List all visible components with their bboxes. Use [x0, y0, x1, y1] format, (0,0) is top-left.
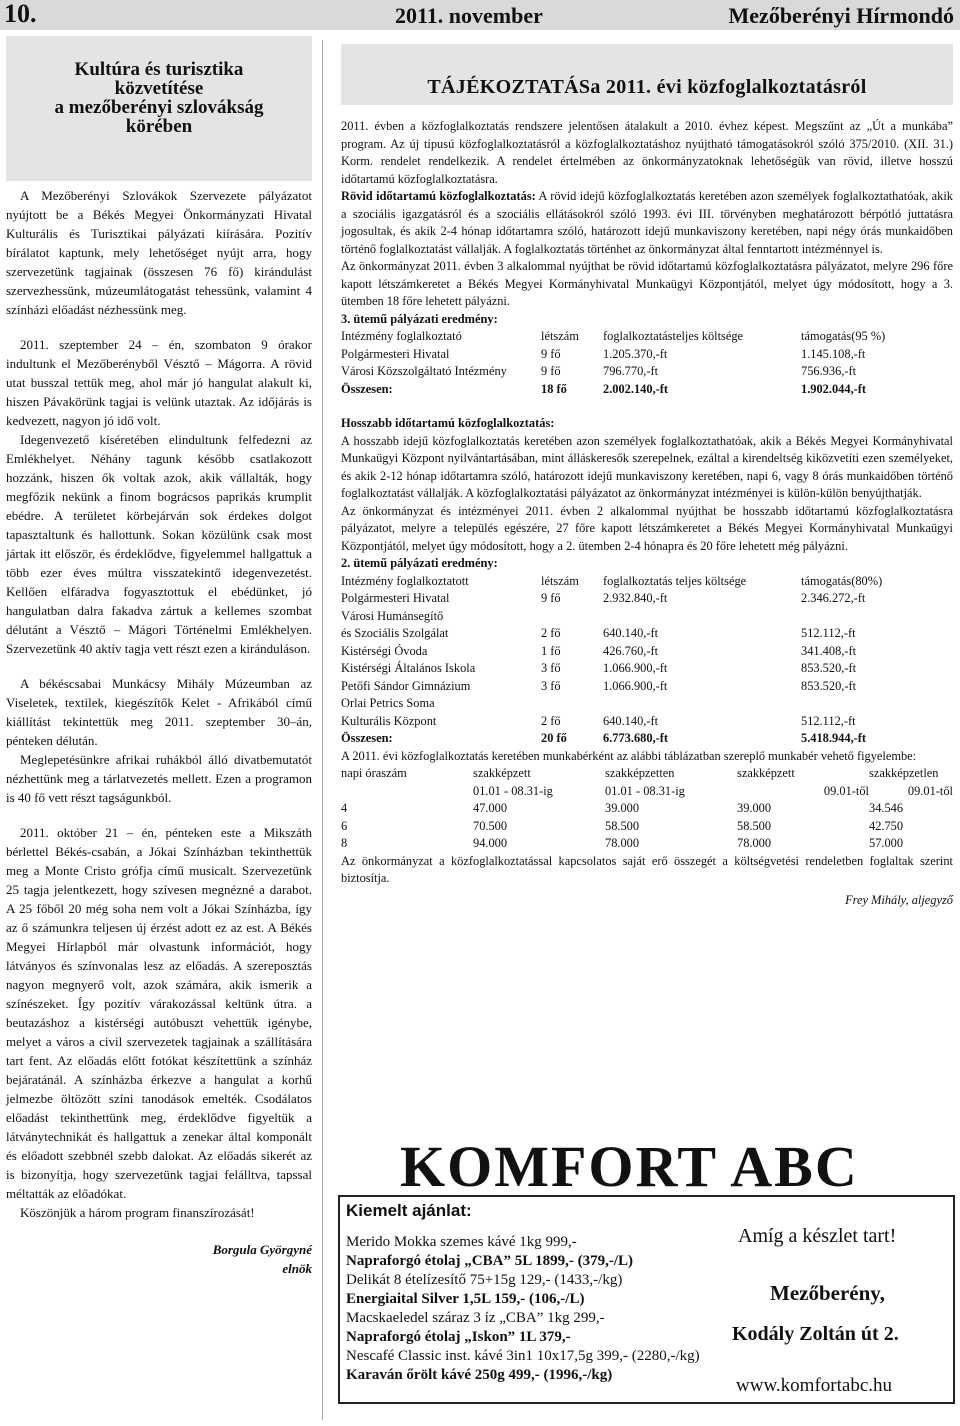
title-line: közvetítése	[114, 78, 204, 99]
left-paragraph: A Mezőberényi Szlovákok Szervezete pályázatot nyújtott be a Békés Megyei Önkormányzati Hivatal Kulturális és Turisztikai pályázati kiírására. Pozitív bírálatot kaptunk, mely lehetőséget nyújt arra, hogy szervezetünk tagjainak (összesen 76 fő) kirándulást szervezhessünk, múzeumlátogatást tehessünk, valamint 4 színházi előadást nézhessünk meg.	[6, 188, 312, 317]
table-cell: Összesen:	[341, 381, 393, 396]
table-cell: és Szociális Szolgálat	[341, 626, 449, 640]
page-number: 10.	[4, 0, 37, 28]
table-cell: 09.01-től	[907, 783, 953, 798]
table-cell: 09.01-től	[823, 783, 869, 798]
left-paragraph: Meglepetésünkre afrikai ruhákból álló divatbemutatót nézhettünk meg a tárlatvezetés mellett. Ezen a programon is 40 fő vett részt tagságunkból.	[6, 752, 312, 805]
table-cell: 47.000	[473, 801, 508, 815]
ad-brand: KOMFORT ABC	[400, 1134, 859, 1199]
table-row	[341, 765, 953, 783]
table-cell: 78.000	[737, 836, 772, 850]
table-cell: 3 fő	[541, 678, 561, 693]
table-cell: 640.140,-ft	[603, 626, 659, 640]
table-row	[341, 643, 951, 661]
table-row	[341, 363, 951, 381]
intro-paragraph: 2011. évben a közfoglalkoztatás rendszere jelentősen átalakult a 2010. évhez képest. Megszűnt az „Út a munkába” program. Az új típusú közfoglalkoztatásról a közfoglalkoztatáshoz nyújtható támogatásokról szóló 375/2010. (XII. 31.) Korm. rendelet rendelkezik. A rendelet értelmében az önkormányzatoknak lehetőségük van rövid, illetve hosszú időtartamú közfoglalkoztatásra.	[341, 119, 953, 186]
table-cell: Városi Humánsegítő	[341, 608, 444, 623]
title-line: a mezőberényi szlovákság	[54, 97, 264, 118]
table-cell: szakképzett	[473, 766, 531, 780]
left-paragraph: A békéscsabai Munkácsy Mihály Múzeumban az Viseletek, textilek, kiegészítők Kelet - Afrikából című kiállítást tekintettük meg 2011. szeptember 30–án, pénteken délután.	[6, 676, 312, 748]
table-cell: 1.145.108,-ft	[801, 346, 866, 361]
ad-box	[338, 1195, 955, 1404]
table-cell: 756.936,-ft	[801, 364, 857, 378]
table-row	[341, 608, 951, 626]
left-paragraph: 2011. október 21 – én, pénteken este a Mikszáth bérlettel Békés-csabán, a Jókai Színházban tekinthettük meg a Monte Cristo grófja című musicalt. Szervezetünk 25 tagja jelentkezett, hogy szívesen megnézné a darabot. A 25 főből 20 még soha nem volt a Jókai Színházba, így az ő számunkra teljesen új érzést adott ez az est. A Békés Megyei Hírlapból már olvastunk információt, hogy látványos és színvonalas lesz az előadás. A szereposztás nagyon megnyerő volt, azok számára, akik ismerik a színészeket. Így pozitív várakozással keltünk útra. a beutazáshoz a kistérségi autóbuszt vehettük igénybe, melyet a város a civil szervezetek tagjainak a szállítására tart fent. Az előadás előtt fotókat készítettünk a színház bejáratánál. A színházba érkezve a hangulat a korhű jelmezbe öltözött színi tanodások emelték. Csodálatos előadást tekinthettünk meg, érdeklődve figyeltük a látványtechnikát és hallgattuk a zenekar által komponált és előadott szebbnél szebb dalokat. Az előadás sikerét az is bizonyítja, hogy szervezetünk tagjai felálltva, tapssal méltatták az előadókat.	[6, 825, 312, 1201]
ad-offer-item: Merido Mokka szemes kávé 1kg 999,-	[346, 1234, 577, 1250]
table-cell: Kistérségi Óvoda	[341, 643, 428, 658]
table-cell	[603, 695, 801, 713]
table-cell: 39.000	[605, 801, 640, 815]
table-cell: 58.500	[605, 818, 640, 833]
table-cell: 5.418.944,-ft	[801, 731, 867, 745]
table-cell: foglalkoztatásteljes költsége	[603, 329, 744, 343]
ad-offer-item: Karaván őrölt kávé 250g 499,- (1996,-/kg)	[346, 1367, 613, 1383]
signature-line: Borgula Györgyné	[212, 1242, 312, 1257]
table-cell: létszám	[541, 329, 579, 343]
table-row	[341, 818, 953, 836]
ad-offer-item: Napraforgó étolaj „CBA” 5L 1899,- (379,-/L)	[346, 1253, 634, 1269]
ad-city: Mezőberény,	[770, 1281, 885, 1305]
table-cell: 1.066.900,-ft	[603, 678, 668, 693]
ad-offer-item: Nescafé Classic inst. kávé 3in1 10x17,5g 399,- (2280,-/kg)	[346, 1348, 700, 1364]
signature-line: elnök	[282, 1261, 312, 1276]
long-heading: Hosszabb időtartamú közfoglalkoztatás:	[341, 416, 555, 430]
table-cell: 2 fő	[541, 626, 561, 640]
left-paragraph: 2011. szeptember 24 – én, szombaton 9 órakor indultunk el Mezőberényből Vésztő – Mágorra. A rövid utat busszal tettük meg, ahol már jó hangulat alakult ki, hiszen Pávakörünk tagjai is velünk utaztak. Az időjárás is kedvezett, nagyon jó idő volt.	[6, 337, 312, 428]
table-cell: 9 fő	[541, 591, 561, 605]
ad-slogan: Amíg a készlet tart!	[738, 1225, 897, 1247]
table1-heading: 3. ütemű pályázati eredmény:	[341, 311, 498, 326]
right-article-title: TÁJÉKOZTATÁSa 2011. évi közfoglalkoztatásról	[427, 76, 867, 98]
table-cell: 42.750	[869, 818, 904, 833]
ad-offer-item: Energiaital Silver 1,5L 159,- (106,-/L)	[346, 1291, 585, 1307]
table-cell: szakképzett	[737, 766, 795, 780]
table-cell	[801, 695, 951, 713]
table-cell: 57.000	[869, 836, 904, 850]
long-paragraph: A hosszabb idejű közfoglalkoztatás keretében azon személyek foglalkoztathatóak, akik a Békés Megyei Kormányhivatal Munkaügyi Központ nyilvántartásában, mint álláskeresők szerepelnek, ezáltal a kirendeltség kiközvetíti ezen személyeket, és akik 2-12 hónap időtartamra szóló, határozott idejű munkaviszony keretében, napi 6, vagy 8 órás munkaidőben történő foglalkoztatást vállalják. A közfoglalkoztatási pályázatot az önkormányzat intézményei is külön-külön benyújthatják.	[341, 433, 953, 500]
table-cell	[603, 608, 801, 626]
table-cell: támogatás(80%)	[801, 573, 883, 588]
table-row	[341, 328, 951, 346]
right-article-body	[341, 118, 953, 909]
table-cell: Városi Közszolgáltató Intézmény	[341, 364, 507, 378]
table-cell: 01.01 - 08.31-ig	[473, 783, 553, 798]
left-article-body	[6, 186, 312, 1278]
table-cell: 8	[341, 836, 348, 850]
table-cell	[801, 608, 951, 626]
table-cell	[341, 783, 473, 801]
table-cell: 70.500	[473, 818, 508, 833]
ad-label: Kiemelt ajánlat:	[346, 1201, 472, 1220]
title-line: Kultúra és turisztika	[74, 59, 244, 80]
table-cell: Polgármesteri Hivatal	[341, 591, 450, 605]
left-article-title	[6, 60, 312, 136]
wage-paragraph: A 2011. évi közfoglalkoztatás keretében munkabérként az alábbi táblázatban szereplő munkabér vehető figyelembe:	[341, 748, 917, 763]
table-cell: 426.760,-ft	[603, 643, 659, 658]
left-paragraph: Köszönjük a három program finanszírozását!	[20, 1205, 255, 1220]
table-cell	[541, 608, 603, 626]
table-cell: foglalkoztatás teljes költsége	[603, 573, 747, 588]
table-cell: támogatás(95 %)	[801, 329, 886, 343]
short-paragraph	[341, 188, 953, 258]
table-row	[341, 835, 953, 853]
table-cell: Kulturális Központ	[341, 713, 437, 728]
table-cell: 512.112,-ft	[801, 626, 856, 640]
table2-heading: 2. ütemű pályázati eredmény:	[341, 556, 498, 570]
right-signature: Frey Mihály, aljegyző	[845, 892, 953, 907]
ad-offer-item: Macskaeledel száraz 3 íz „CBA” 1kg 299,-	[346, 1310, 605, 1326]
table-cell: napi óraszám	[341, 766, 407, 780]
table-cell: 01.01 - 08.31-ig	[605, 783, 685, 798]
table-cell: 3 fő	[541, 661, 561, 675]
komfort-abc-ad	[338, 1133, 955, 1403]
table-cell: 1.066.900,-ft	[603, 661, 668, 675]
table-row	[341, 625, 951, 643]
table-row	[341, 730, 951, 748]
table-cell: 9 fő	[541, 364, 561, 378]
closing-paragraph: Az önkormányzat a közfoglalkoztatással kapcsolatos saját erő összegét a költségvetési rendeletben foglaltak szerint biztosítja.	[341, 853, 953, 885]
table-cell: 2.932.840,-ft	[603, 591, 668, 605]
table-cell: 18 fő	[541, 381, 567, 396]
issue-date: 2011. november	[395, 3, 543, 28]
table-cell: Intézmény foglalkoztatott	[341, 573, 469, 588]
table-cell: 1 fő	[541, 643, 561, 658]
table-cell: 39.000	[737, 801, 772, 815]
publication-name: Mezőberényi Hírmondó	[728, 3, 954, 28]
short-text: A rövid idejű közfoglalkoztatás keretében azon személyek foglalkoztathatóak, akik a szociális igazgatásról és a szociális ellátásokról szóló 1993. évi III. törvényben meghatározott bérpótló juttatásra jogosultak, és akik 2-4 hónap időtartamra szóló, határozott idejű munkaviszony keretében, napi négy órás munkaidőben történő foglalkoztatást vállalják. A foglalkoztatás történhet az önkormányzat által fenntartott intézménnyel is.	[341, 189, 953, 256]
table-row	[341, 381, 951, 399]
table-cell: Petőfi Sándor Gimnázium	[341, 678, 471, 693]
table-cell: 853.520,-ft	[801, 678, 857, 693]
table-cell: Kistérségi Általános Iskola	[341, 661, 476, 675]
ad-offer-item: Delikát 8 ételízesítő 75+15g 129,- (1433,-/kg)	[346, 1272, 623, 1288]
page-header	[0, 0, 960, 30]
table-cell: 796.770,-ft	[603, 364, 659, 378]
table-cell: 78.000	[605, 836, 640, 850]
wage-table	[341, 765, 953, 853]
table-cell: 9 fő	[541, 346, 561, 361]
table-cell: 2.346.272,-ft	[801, 591, 866, 605]
table-cell: 6	[341, 818, 348, 833]
table-row	[341, 573, 951, 591]
short-paragraph-2: Az önkormányzat 2011. évben 3 alkalommal nyújthat be rövid időtartamú közfoglalkoztatásra pályázatot, melyre 296 főre kapott létszámkeretet a Békés Megyei Kormányhivatal Munkaügyi Központjától, melyet úgy módosított, hogy a 3. ütemben 18 főre lehetett pályázni.	[341, 259, 953, 308]
table-row	[341, 783, 953, 801]
ad-address: Kodály Zoltán út 2.	[732, 1323, 899, 1345]
table-cell: 1.205.370,-ft	[603, 346, 668, 361]
title-line: körében	[125, 116, 193, 137]
ad-offer-list	[346, 1233, 746, 1385]
table-row	[341, 590, 951, 608]
ad-website[interactable]: www.komfortabc.hu	[736, 1375, 893, 1396]
table-cell: 20 fő	[541, 731, 567, 745]
table-row	[341, 695, 951, 713]
long-paragraph-2: Az önkormányzat és intézményei 2011. évben 2 alkalommal nyújthat be hosszabb időtartamú közfoglalkoztatásra pályázatot, melyre a település egészére, 27 főre kapott létszámkeretet a Békés Megyei Kormányhivatal Munkaügyi Központjától, melyet úgy módosított, hogy a 2. ütemben 2-4 hónapra és 20 főre lehetett még pályázni.	[341, 503, 953, 553]
left-article	[6, 36, 312, 1426]
table-row	[341, 678, 951, 696]
table2	[341, 573, 951, 748]
table-cell: 853.520,-ft	[801, 661, 857, 675]
table-cell: Összesen:	[341, 731, 393, 745]
table-cell: szakképzetlen	[869, 766, 939, 780]
table-cell: Polgármesteri Hivatal	[341, 346, 450, 361]
table-row	[341, 800, 953, 818]
table-cell: Orlai Petrics Soma	[341, 696, 435, 710]
table-row	[341, 660, 951, 678]
table-cell: 94.000	[473, 836, 508, 850]
table-cell: szakképzetten	[605, 766, 675, 780]
left-signature	[6, 1240, 312, 1278]
table-cell: 341.408,-ft	[801, 643, 857, 658]
table-cell: 2 fő	[541, 713, 561, 728]
table-cell: Intézmény foglalkoztató	[341, 329, 462, 343]
ad-offer-item: Napraforgó étolaj „Iskon” 1L 379,-	[346, 1329, 571, 1345]
left-paragraph: Idegenvezető kíséretében elindultunk felfedezni az Emlékhelyet. Néhány tagunk később csatlakozott hozzánk, hiszen ők voltak azok, akik vállalták, hogy megfőzik nekünk a finom bográcsos paprikás krumplit ebédre. A területet körbejárván sok érdekes dolgot tapasztaltunk és hallottunk. Sokan közülünk csak most jártak itt először, és érdeklődve, figyelemmel hallgattuk a több ezer éves múltra visszatekintő idegenvezetést. Kellően elfáradva fogyasztottuk el ebédünket, jó hangulatban dalra fakadva zártuk a kellemes szombat délutánt a Vésztő – Mágori Történelmi Emlékhelyen. Szervezetünk 40 aktív tagja vett részt ezen a kiránduláson.	[6, 432, 312, 656]
table-row	[341, 346, 951, 364]
table1	[341, 328, 951, 398]
table-cell: 640.140,-ft	[603, 713, 659, 728]
table-cell	[541, 695, 603, 713]
column-divider	[322, 40, 323, 1420]
table-cell: létszám	[541, 573, 579, 588]
table-cell: 58.500	[737, 818, 772, 833]
table-cell: 4	[341, 801, 348, 815]
table-cell: 6.773.680,-ft	[603, 731, 669, 745]
table-row	[341, 713, 951, 731]
table-cell: 34.546	[869, 801, 904, 815]
table-cell: 2.002.140,-ft	[603, 381, 669, 396]
table-cell: 1.902.044,-ft	[801, 381, 867, 396]
table-cell: 512.112,-ft	[801, 713, 856, 728]
short-heading: Rövid időtartamú közfoglalkoztatás:	[341, 189, 536, 203]
